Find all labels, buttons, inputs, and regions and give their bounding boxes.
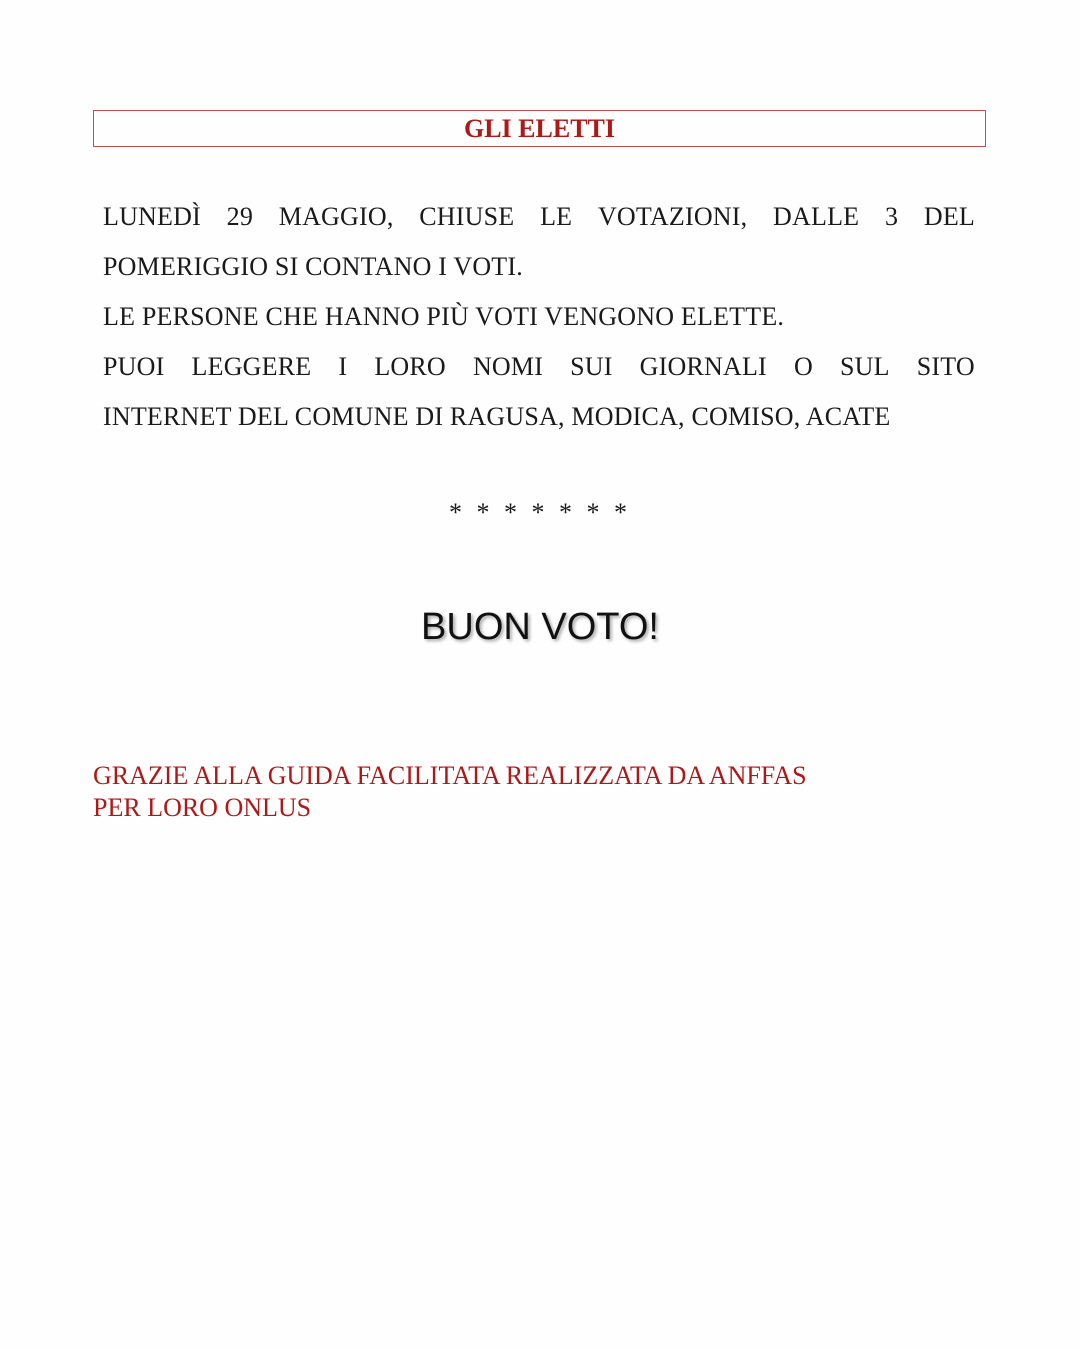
word: SUL [840,352,890,381]
credits-text [93,760,973,824]
word: PUOI [103,352,165,381]
paragraph-line-4 [103,342,975,392]
paragraph-line-2: POMERIGGIO SI CONTANO I VOTI. [103,252,523,281]
word: MAGGIO, [278,202,394,231]
closing-heading: BUON VOTO! [421,606,659,648]
word: O [793,352,813,381]
word: NOMI [472,352,544,381]
paragraph-line-5: INTERNET DEL COMUNE DI RAGUSA, MODICA, COMISO, ACATE [103,402,891,431]
title-box [93,110,986,147]
page-title: GLI ELETTI [463,114,615,143]
word: SITO [916,352,975,381]
separator-stars: * * * * * * * [449,498,631,527]
word: LORO [374,352,446,381]
body-paragraph [103,192,975,442]
credits-line-1: GRAZIE ALLA GUIDA FACILITATA REALIZZATA DA ANFFAS [93,761,807,790]
word: LE [540,202,573,231]
word: LEGGERE [191,352,312,381]
paragraph-line-1 [103,192,975,242]
word: DALLE [773,202,860,231]
word: SUI [570,352,613,381]
word: DEL [923,202,975,231]
word: GIORNALI [639,352,767,381]
paragraph-line-3: LE PERSONE CHE HANNO PIÙ VOTI VENGONO ELETTE. [103,302,785,331]
word: VOTAZIONI, [597,202,748,231]
word: I [338,352,348,381]
word: 29 [226,202,254,231]
word: 3 [884,202,899,231]
credits-line-2: PER LORO ONLUS [93,793,312,822]
word: CHIUSE [419,202,515,231]
word: LUNEDÌ [103,202,201,231]
